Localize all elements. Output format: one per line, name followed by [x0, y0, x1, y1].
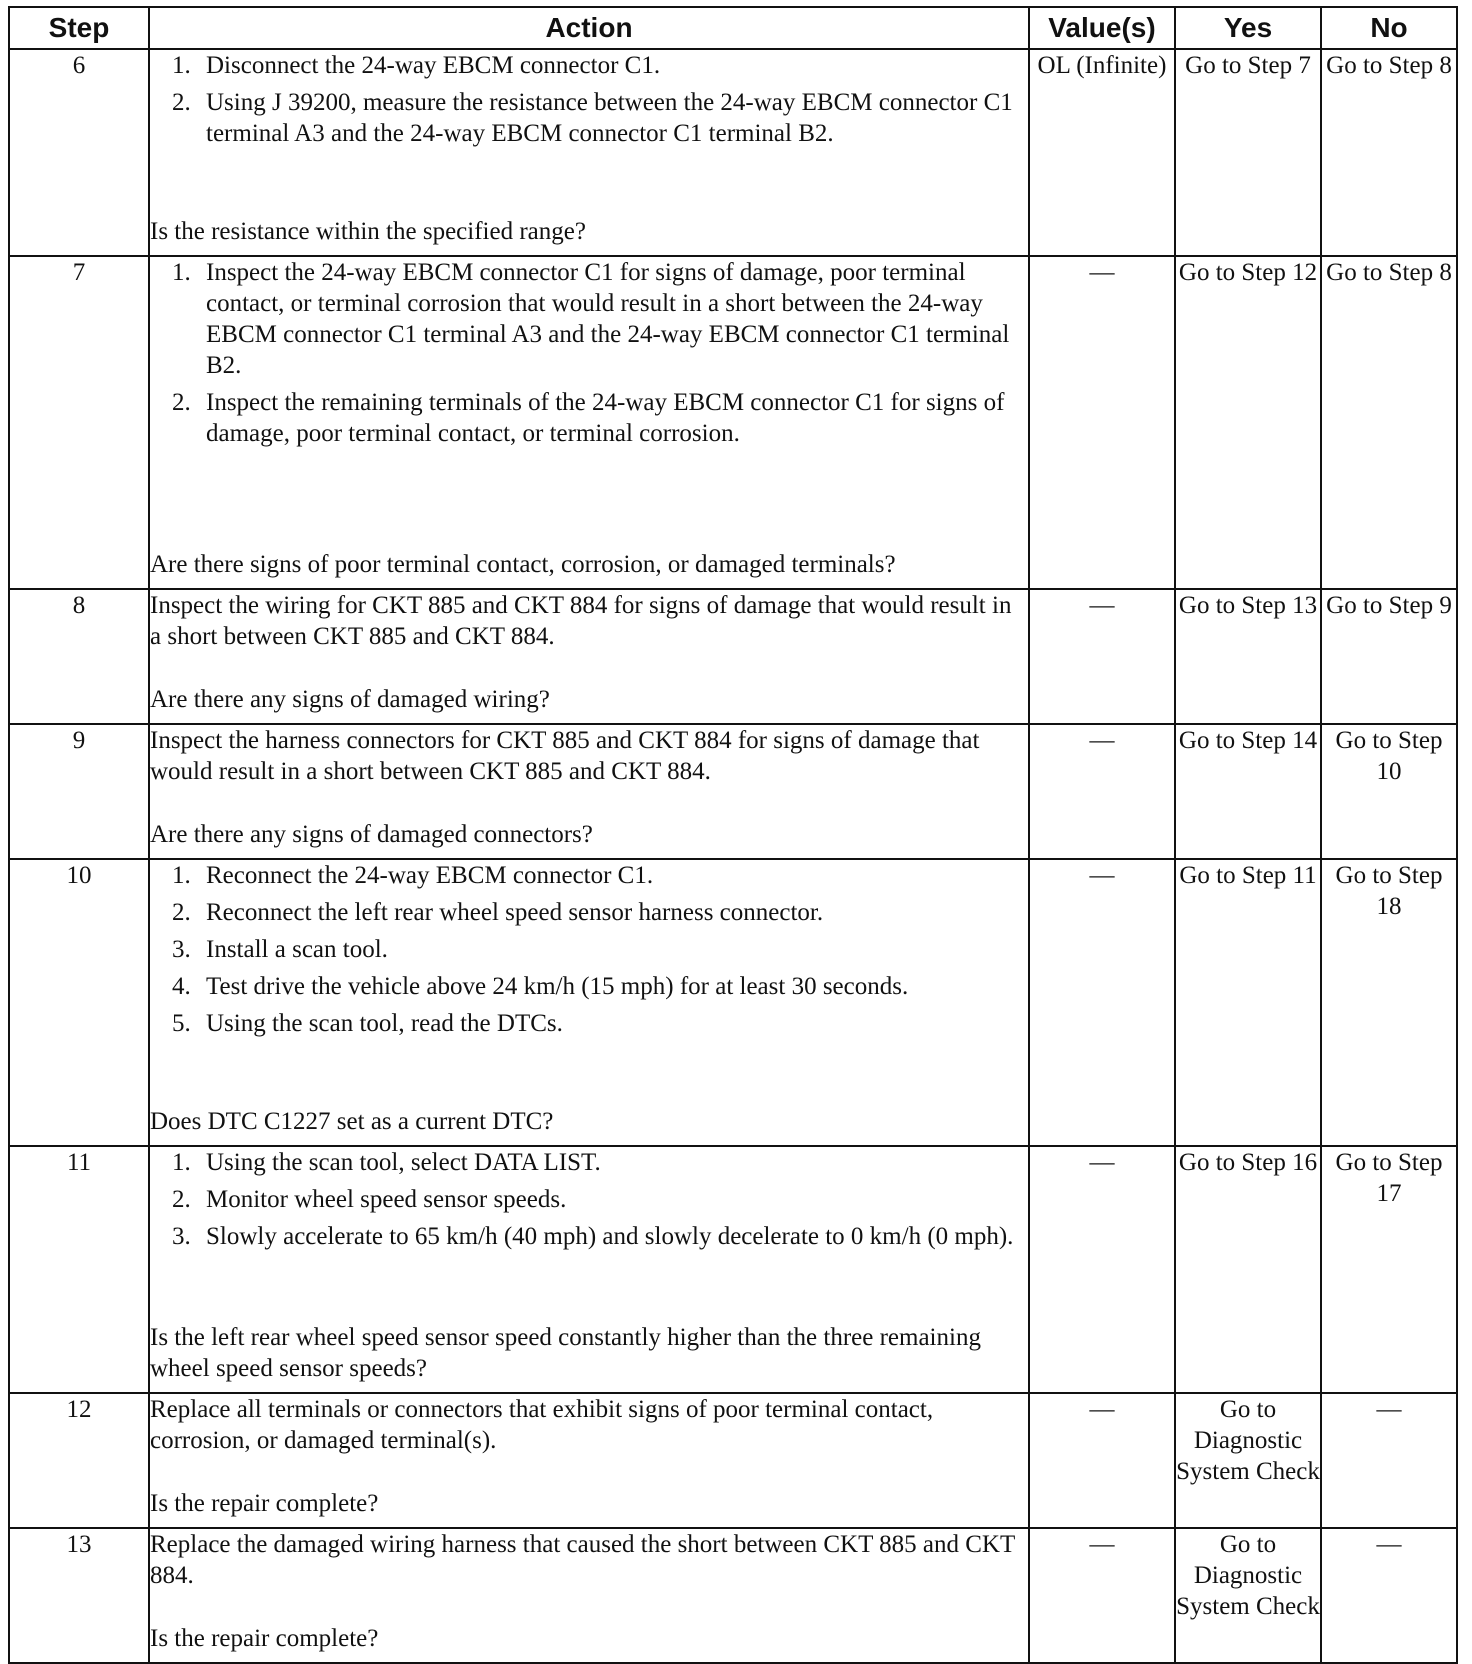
- action-cell: [149, 859, 1029, 1146]
- action-item: [150, 387, 1028, 449]
- action-list: [150, 50, 1028, 155]
- header-no: No: [1321, 7, 1457, 49]
- action-text: Replace the damaged wiring harness that caused the short between CKT 885 and CKT 884.: [150, 1531, 1015, 1589]
- action-cell: [149, 1393, 1029, 1528]
- action-list: [150, 860, 1028, 1045]
- item-text: Reconnect the left rear wheel speed sensor harness connector.: [206, 899, 824, 926]
- no-cell: —: [1321, 1393, 1457, 1528]
- step-number: 8: [9, 589, 149, 724]
- header-action: Action: [149, 7, 1029, 49]
- action-question: Is the repair complete?: [150, 1625, 379, 1652]
- value-cell: OL (Infinite): [1029, 49, 1175, 256]
- action-item: [150, 1184, 1028, 1215]
- action-item: [150, 860, 1028, 891]
- item-text: Using the scan tool, select DATA LIST.: [206, 1149, 601, 1176]
- value-cell: —: [1029, 859, 1175, 1146]
- item-text: Using J 39200, measure the resistance between the 24-way EBCM connector C1 terminal A3 and the 24-way EBCM connector C1 terminal B2.: [206, 89, 1013, 147]
- item-number: 1.: [172, 1149, 191, 1176]
- item-number: 2.: [172, 389, 191, 416]
- action-cell: [149, 256, 1029, 589]
- item-text: Disconnect the 24-way EBCM connector C1.: [206, 52, 661, 79]
- no-cell: Go to Step 10: [1321, 724, 1457, 859]
- table-row: [9, 859, 1457, 1146]
- header-row: [9, 7, 1457, 49]
- action-cell: [149, 1146, 1029, 1393]
- action-item: [150, 1221, 1028, 1252]
- no-cell: Go to Step 9: [1321, 589, 1457, 724]
- action-cell: [149, 1528, 1029, 1663]
- action-item: [150, 1008, 1028, 1039]
- action-question: Are there any signs of damaged connectors?: [150, 821, 593, 848]
- action-item: [150, 1147, 1028, 1178]
- value-cell: —: [1029, 1393, 1175, 1528]
- step-number: 12: [9, 1393, 149, 1528]
- step-number: 10: [9, 859, 149, 1146]
- item-text: Install a scan tool.: [206, 936, 388, 963]
- yes-cell: Go to Step 7: [1175, 49, 1321, 256]
- table-row: [9, 1146, 1457, 1393]
- value-cell: —: [1029, 1146, 1175, 1393]
- action-list: [150, 257, 1028, 455]
- item-number: 2.: [172, 89, 191, 116]
- item-text: Using the scan tool, read the DTCs.: [206, 1010, 563, 1037]
- action-cell: [149, 589, 1029, 724]
- table-row: [9, 724, 1457, 859]
- yes-cell: Go to Step 11: [1175, 859, 1321, 1146]
- value-cell: —: [1029, 589, 1175, 724]
- no-cell: —: [1321, 1528, 1457, 1663]
- action-item: [150, 934, 1028, 965]
- action-question: Is the resistance within the specified range?: [150, 218, 586, 245]
- action-question: Is the repair complete?: [150, 1490, 379, 1517]
- item-number: 2.: [172, 1186, 191, 1213]
- item-text: Reconnect the 24-way EBCM connector C1.: [206, 862, 654, 889]
- table-row: [9, 256, 1457, 589]
- step-number: 13: [9, 1528, 149, 1663]
- header-yes: Yes: [1175, 7, 1321, 49]
- action-list: [150, 1147, 1028, 1258]
- action-question: Are there any signs of damaged wiring?: [150, 686, 550, 713]
- action-question: Does DTC C1227 set as a current DTC?: [150, 1108, 554, 1135]
- no-cell: Go to Step 17: [1321, 1146, 1457, 1393]
- item-number: 3.: [172, 1223, 191, 1250]
- item-text: Monitor wheel speed sensor speeds.: [206, 1186, 567, 1213]
- value-cell: —: [1029, 256, 1175, 589]
- table-row: [9, 1528, 1457, 1663]
- no-cell: Go to Step 8: [1321, 49, 1457, 256]
- item-number: 1.: [172, 862, 191, 889]
- yes-cell: Go to Step 12: [1175, 256, 1321, 589]
- no-cell: Go to Step 8: [1321, 256, 1457, 589]
- no-cell: Go to Step 18: [1321, 859, 1457, 1146]
- action-item: [150, 50, 1028, 81]
- yes-cell: Go to Diagnostic System Check: [1175, 1393, 1321, 1528]
- item-text: Inspect the 24-way EBCM connector C1 for signs of damage, poor terminal contact, or terminal corrosion that would result in a short between the 24-way EBCM connector C1 terminal A3 and the 24-way EBCM connector C1 terminal B2.: [206, 259, 1010, 379]
- table-row: [9, 1393, 1457, 1528]
- item-text: Slowly accelerate to 65 km/h (40 mph) and slowly decelerate to 0 km/h (0 mph).: [206, 1223, 1014, 1250]
- header-values: Value(s): [1029, 7, 1175, 49]
- step-number: 9: [9, 724, 149, 859]
- action-text: Replace all terminals or connectors that exhibit signs of poor terminal contact, corrosion, or damaged terminal(s).: [150, 1396, 934, 1454]
- table-row: [9, 589, 1457, 724]
- step-number: 11: [9, 1146, 149, 1393]
- item-text: Inspect the remaining terminals of the 24-way EBCM connector C1 for signs of damage, poor terminal contact, or terminal corrosion.: [206, 389, 1005, 447]
- item-number: 5.: [172, 1010, 191, 1037]
- item-number: 2.: [172, 899, 191, 926]
- yes-cell: Go to Diagnostic System Check: [1175, 1528, 1321, 1663]
- step-number: 7: [9, 256, 149, 589]
- action-cell: [149, 724, 1029, 859]
- action-question: Are there signs of poor terminal contact, corrosion, or damaged terminals?: [150, 551, 896, 578]
- action-question: Is the left rear wheel speed sensor speed constantly higher than the three remaining wheel speed sensor speeds?: [150, 1324, 981, 1382]
- step-number: 6: [9, 49, 149, 256]
- item-number: 4.: [172, 973, 191, 1000]
- value-cell: —: [1029, 1528, 1175, 1663]
- diagnostic-table: [8, 6, 1458, 1664]
- item-number: 3.: [172, 936, 191, 963]
- action-text: Inspect the wiring for CKT 885 and CKT 884 for signs of damage that would result in a short between CKT 885 and CKT 884.: [150, 592, 1012, 650]
- yes-cell: Go to Step 16: [1175, 1146, 1321, 1393]
- action-item: [150, 897, 1028, 928]
- action-text: Inspect the harness connectors for CKT 885 and CKT 884 for signs of damage that would result in a short between CKT 885 and CKT 884.: [150, 727, 980, 785]
- item-number: 1.: [172, 259, 191, 286]
- header-step: Step: [9, 7, 149, 49]
- yes-cell: Go to Step 13: [1175, 589, 1321, 724]
- yes-cell: Go to Step 14: [1175, 724, 1321, 859]
- action-item: [150, 257, 1028, 381]
- action-item: [150, 87, 1028, 149]
- value-cell: —: [1029, 724, 1175, 859]
- table-row: [9, 49, 1457, 256]
- action-item: [150, 971, 1028, 1002]
- item-number: 1.: [172, 52, 191, 79]
- action-cell: [149, 49, 1029, 256]
- item-text: Test drive the vehicle above 24 km/h (15 mph) for at least 30 seconds.: [206, 973, 909, 1000]
